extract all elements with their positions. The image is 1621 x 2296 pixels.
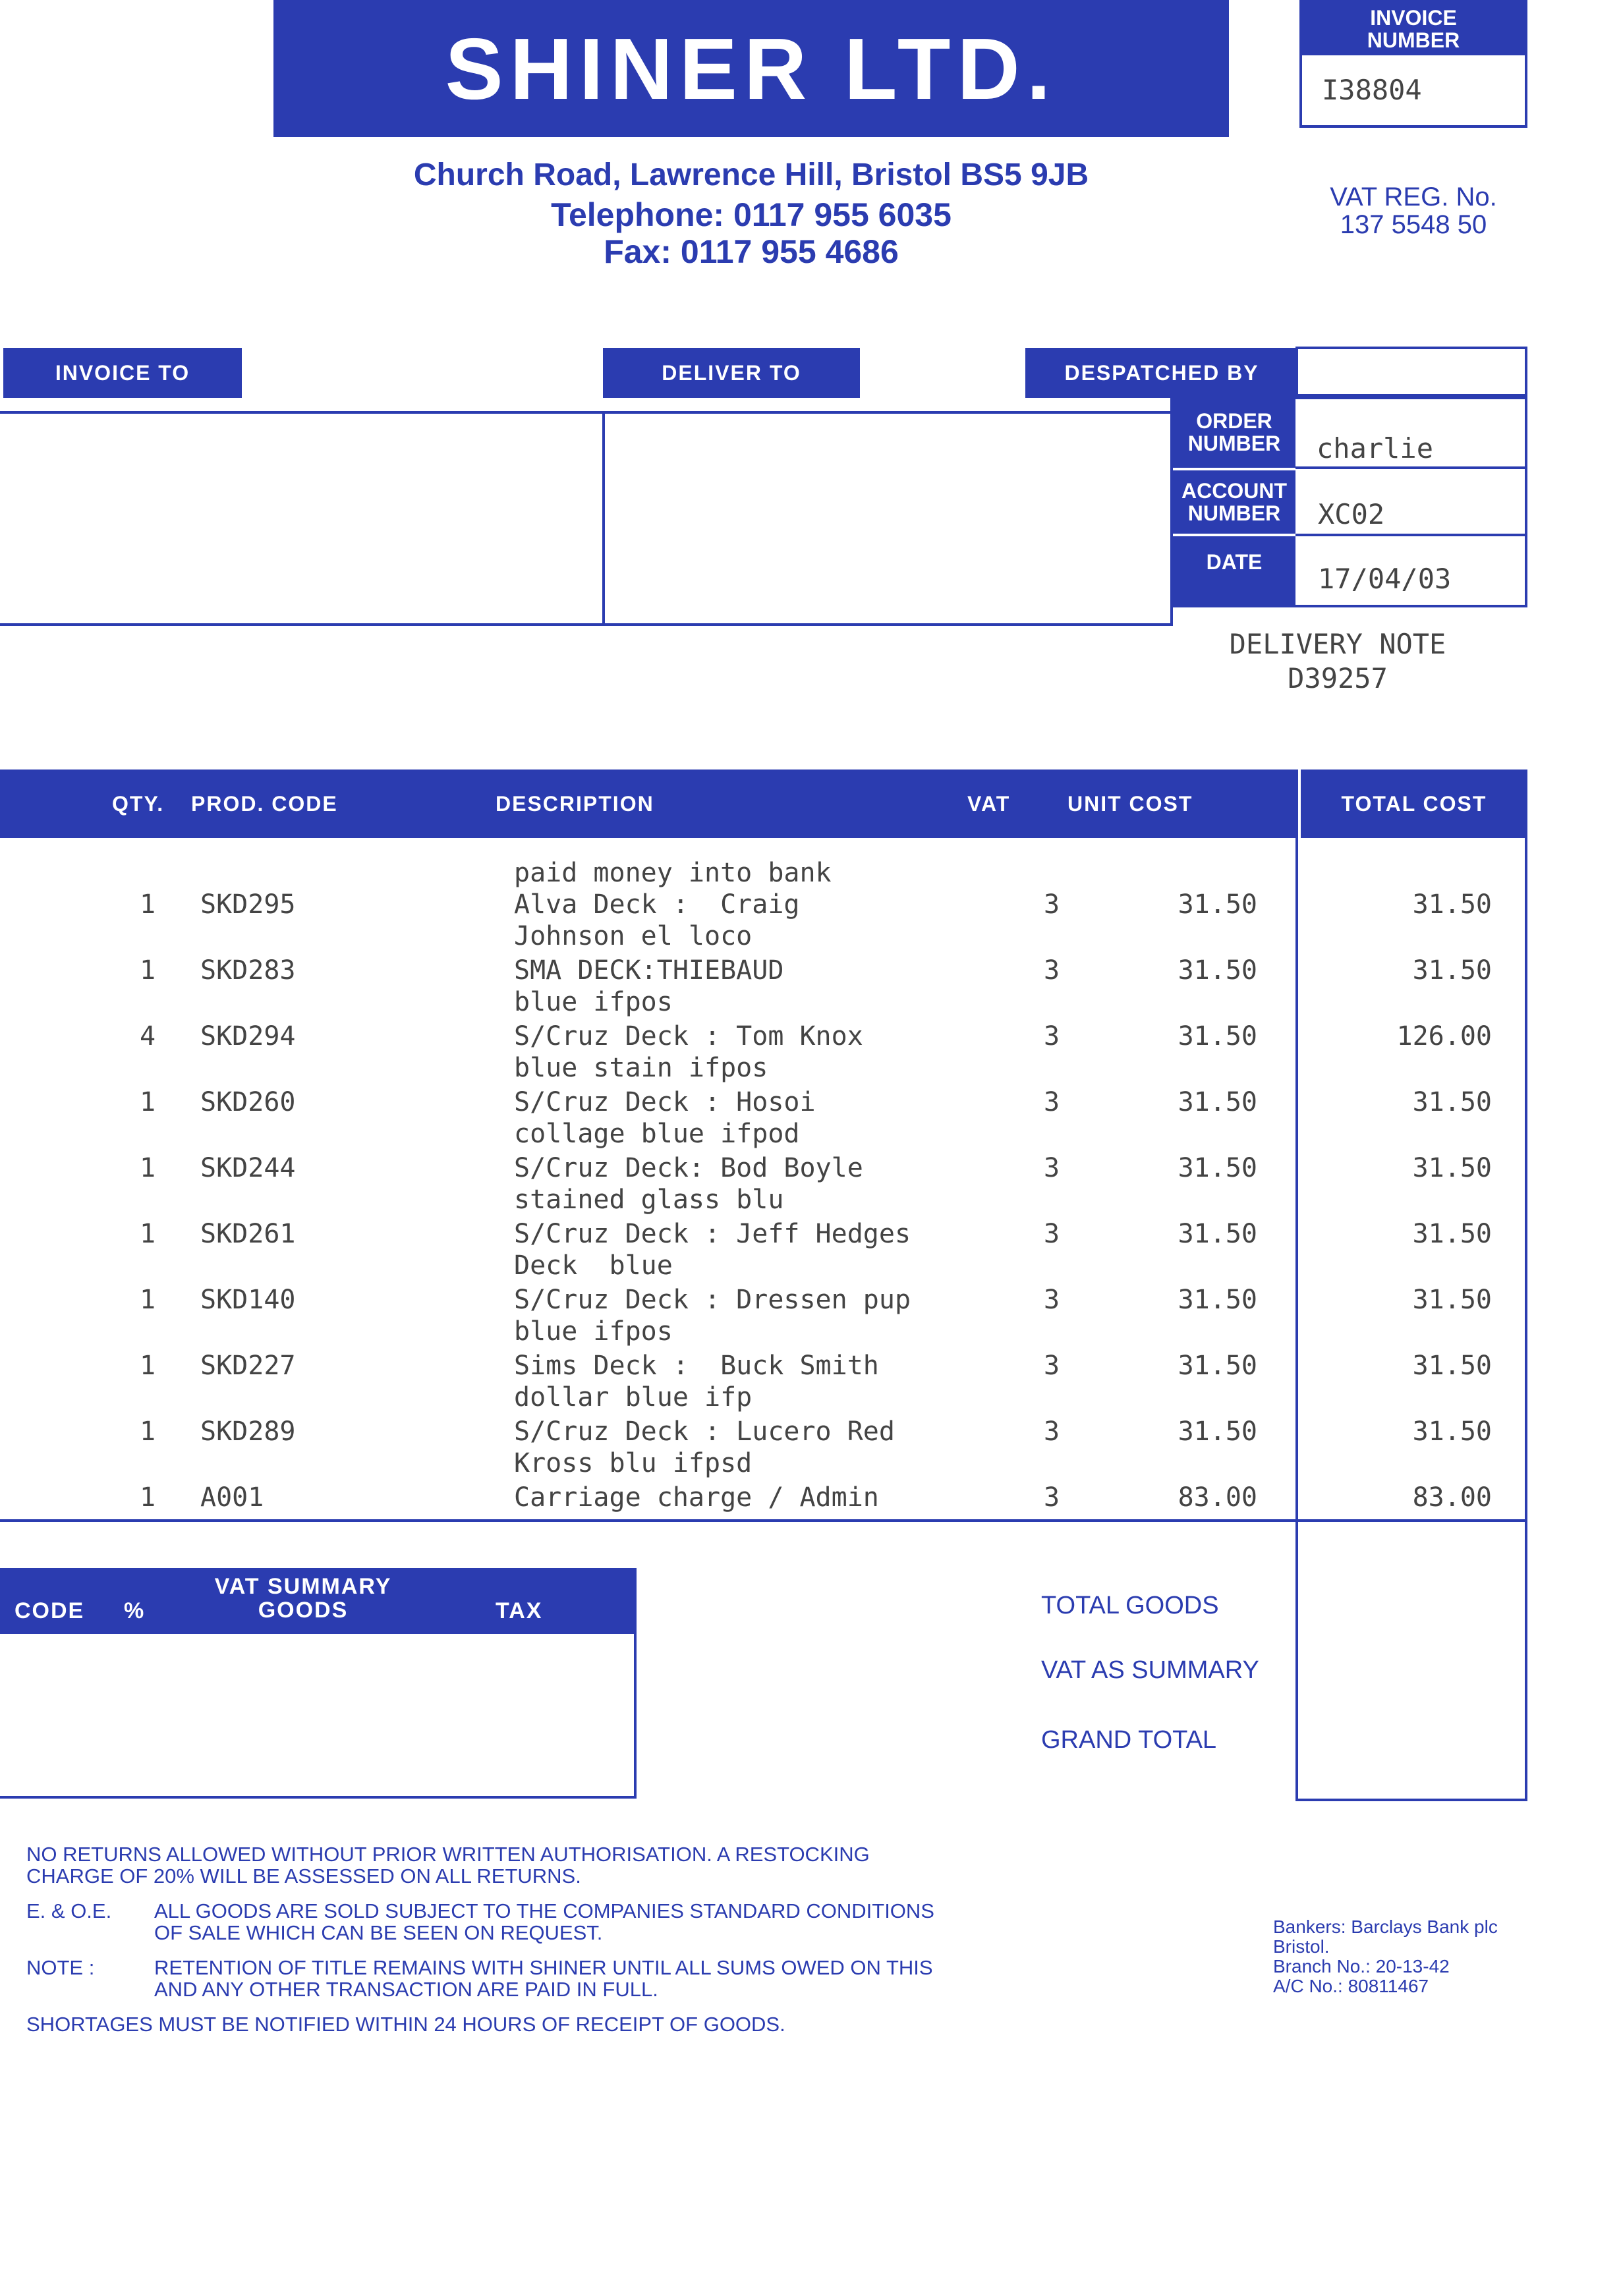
company-address: Church Road, Lawrence Hill, Bristol BS5 9JB xyxy=(413,157,1089,192)
vat-summary-title: VAT SUMMARY GOODS xyxy=(214,1574,392,1623)
table-row xyxy=(0,1153,1621,1219)
vat-summary-right-edge xyxy=(634,1568,637,1799)
item-unit-cost: 31.50 xyxy=(1178,1021,1257,1051)
eoe-terms: ALL GOODS ARE SOLD SUBJECT TO THE COMPANIES STANDARD CONDITIONS OF SALE WHICH CAN BE SEEN ON REQUEST. xyxy=(154,1899,934,1944)
item-prod-code: SKD289 xyxy=(200,1416,296,1447)
account-number-label: ACCOUNT NUMBER xyxy=(1173,470,1295,534)
note-label: NOTE : xyxy=(26,1956,95,1979)
item-vat: 3 xyxy=(1044,1153,1060,1183)
item-qty: 1 xyxy=(140,1482,156,1513)
item-description: S/Cruz Deck: Bod Boyle xyxy=(514,1153,863,1183)
item-prod-code: A001 xyxy=(200,1482,264,1513)
company-address-block xyxy=(273,155,1229,269)
item-prod-code: SKD294 xyxy=(200,1021,296,1051)
item-qty: 1 xyxy=(140,1285,156,1315)
bankers-details: Bankers: Barclays Bank plc Bristol. Branch No.: 20-13-42 A/C No.: 80811467 xyxy=(1273,1917,1498,1996)
vat-summary-header xyxy=(0,1568,637,1634)
item-description-line2: stained glass blu xyxy=(514,1185,784,1215)
deliver-to-header: DELIVER TO xyxy=(603,348,860,398)
date-value: 17/04/03 xyxy=(1318,563,1452,595)
item-total-cost: 31.50 xyxy=(1412,1153,1492,1183)
item-vat: 3 xyxy=(1044,1416,1060,1447)
table-row xyxy=(0,1482,1621,1548)
top-description-note: paid money into bank xyxy=(514,858,832,888)
address-top-line xyxy=(0,411,1173,414)
delivery-note xyxy=(1186,627,1489,696)
item-description: S/Cruz Deck : Tom Knox xyxy=(514,1021,863,1051)
total-cost-column-header: TOTAL COST xyxy=(1301,770,1527,838)
item-prod-code: SKD260 xyxy=(200,1087,296,1117)
item-unit-cost: 83.00 xyxy=(1178,1482,1257,1513)
company-telephone: Telephone: 0117 955 6035 xyxy=(551,196,952,233)
item-vat: 3 xyxy=(1044,1351,1060,1381)
address-divider xyxy=(602,411,605,626)
item-unit-cost: 31.50 xyxy=(1178,1153,1257,1183)
item-description: Carriage charge / Admin xyxy=(514,1482,879,1513)
item-total-cost: 31.50 xyxy=(1412,1351,1492,1381)
item-description: Sims Deck : Buck Smith xyxy=(514,1351,879,1381)
item-prod-code: SKD227 xyxy=(200,1351,296,1381)
invoice-number-value: I38804 xyxy=(1322,74,1422,106)
item-total-cost: 31.50 xyxy=(1412,955,1492,986)
vat-percent-header: % xyxy=(124,1598,146,1623)
date-label: DATE xyxy=(1173,536,1295,605)
item-total-cost: 126.00 xyxy=(1396,1021,1492,1051)
company-name: SHINER LTD. xyxy=(445,20,1058,117)
item-unit-cost: 31.50 xyxy=(1178,1416,1257,1447)
item-description-line2: collage blue ifpod xyxy=(514,1119,800,1149)
item-vat: 3 xyxy=(1044,1021,1060,1051)
invoice-to-header: INVOICE TO xyxy=(3,348,242,398)
item-total-cost: 31.50 xyxy=(1412,889,1492,920)
items-table-header xyxy=(0,770,1295,838)
item-total-cost: 31.50 xyxy=(1412,1416,1492,1447)
item-qty: 1 xyxy=(140,955,156,986)
vat-as-summary-label: VAT AS SUMMARY xyxy=(1041,1656,1259,1684)
item-description-line2: dollar blue ifp xyxy=(514,1382,753,1413)
vat-column-header: VAT xyxy=(967,792,1011,816)
item-description: S/Cruz Deck : Lucero Red xyxy=(514,1416,895,1447)
table-row xyxy=(0,1021,1621,1087)
item-total-cost: 31.50 xyxy=(1412,1285,1492,1315)
item-vat: 3 xyxy=(1044,889,1060,920)
returns-policy: NO RETURNS ALLOWED WITHOUT PRIOR WRITTEN AUTHORISATION. A RESTOCKING CHARGE OF 20% WILL BE ASSESSED ON ALL RETURNS. xyxy=(26,1843,870,1888)
item-description-line2: blue stain ifpos xyxy=(514,1053,768,1083)
total-goods-label: TOTAL GOODS xyxy=(1041,1592,1219,1619)
vat-registration xyxy=(1292,183,1535,238)
company-fax: Fax: 0117 955 4686 xyxy=(604,233,899,270)
item-description: SMA DECK:THIEBAUD xyxy=(514,955,784,986)
table-row xyxy=(0,889,1621,955)
vat-summary-bottom-line xyxy=(0,1796,637,1799)
company-name-banner xyxy=(273,0,1229,137)
item-vat: 3 xyxy=(1044,1219,1060,1249)
item-qty: 4 xyxy=(140,1021,156,1051)
item-vat: 3 xyxy=(1044,1285,1060,1315)
delivery-note-label: DELIVERY NOTE xyxy=(1229,628,1446,660)
vat-code-header: CODE xyxy=(14,1598,85,1623)
item-vat: 3 xyxy=(1044,955,1060,986)
address-bottom-line xyxy=(0,623,1173,626)
table-row xyxy=(0,955,1621,1021)
item-unit-cost: 31.50 xyxy=(1178,1285,1257,1315)
retention-of-title: RETENTION OF TITLE REMAINS WITH SHINER UNTIL ALL SUMS OWED ON THIS AND ANY OTHER TRANSACTION ARE PAID IN FULL. xyxy=(154,1956,933,2001)
table-row xyxy=(0,1219,1621,1285)
item-description: S/Cruz Deck : Dressen pup xyxy=(514,1285,911,1315)
item-prod-code: SKD261 xyxy=(200,1219,296,1249)
account-number-value: XC02 xyxy=(1318,498,1385,530)
order-number-label: ORDER NUMBER xyxy=(1173,397,1295,468)
item-unit-cost: 31.50 xyxy=(1178,889,1257,920)
vat-tax-header: TAX xyxy=(496,1598,543,1623)
item-total-cost: 31.50 xyxy=(1412,1087,1492,1117)
prod-code-column-header: PROD. CODE xyxy=(191,792,338,816)
item-description-line2: Deck blue xyxy=(514,1250,673,1281)
item-total-cost: 83.00 xyxy=(1412,1482,1492,1513)
item-qty: 1 xyxy=(140,1087,156,1117)
item-description-line2: blue ifpos xyxy=(514,1316,673,1347)
unit-cost-column-header: UNIT COST xyxy=(1067,792,1193,816)
description-column-header: DESCRIPTION xyxy=(496,792,654,816)
eoe-label: E. & O.E. xyxy=(26,1899,112,1922)
despatched-by-box xyxy=(1295,347,1527,399)
order-row-divider-1 xyxy=(1295,466,1527,469)
item-prod-code: SKD295 xyxy=(200,889,296,920)
item-description-line2: Kross blu ifpsd xyxy=(514,1448,753,1478)
despatched-by-header: DESPATCHED BY xyxy=(1025,348,1298,398)
item-qty: 1 xyxy=(140,1153,156,1183)
item-description-line2: Johnson el loco xyxy=(514,921,753,951)
invoice-number-box xyxy=(1299,0,1527,128)
item-prod-code: SKD283 xyxy=(200,955,296,986)
order-number-value: charlie xyxy=(1317,432,1434,464)
item-vat: 3 xyxy=(1044,1087,1060,1117)
shortages-notice: SHORTAGES MUST BE NOTIFIED WITHIN 24 HOURS OF RECEIPT OF GOODS. xyxy=(26,2013,785,2036)
table-row xyxy=(0,1416,1621,1482)
table-row xyxy=(0,1087,1621,1153)
table-row xyxy=(0,1285,1621,1351)
item-prod-code: SKD244 xyxy=(200,1153,296,1183)
totals-bottom-line xyxy=(1295,1799,1527,1801)
item-unit-cost: 31.50 xyxy=(1178,1219,1257,1249)
item-qty: 1 xyxy=(140,1219,156,1249)
item-description-line2: blue ifpos xyxy=(514,987,673,1017)
item-description: Alva Deck : Craig xyxy=(514,889,800,920)
item-unit-cost: 31.50 xyxy=(1178,1087,1257,1117)
item-total-cost: 31.50 xyxy=(1412,1219,1492,1249)
invoice-number-label: INVOICE NUMBER xyxy=(1302,3,1525,55)
qty-column-header: QTY. xyxy=(112,792,165,816)
grand-total-label: GRAND TOTAL xyxy=(1041,1726,1217,1754)
table-row xyxy=(0,1351,1621,1416)
item-qty: 1 xyxy=(140,1351,156,1381)
vat-reg-label: VAT REG. No. xyxy=(1330,182,1497,211)
item-description: S/Cruz Deck : Hosoi xyxy=(514,1087,816,1117)
item-qty: 1 xyxy=(140,889,156,920)
item-vat: 3 xyxy=(1044,1482,1060,1513)
item-unit-cost: 31.50 xyxy=(1178,1351,1257,1381)
item-qty: 1 xyxy=(140,1416,156,1447)
item-unit-cost: 31.50 xyxy=(1178,955,1257,986)
order-row-divider-2 xyxy=(1295,534,1527,536)
item-description: S/Cruz Deck : Jeff Hedges xyxy=(514,1219,911,1249)
item-prod-code: SKD140 xyxy=(200,1285,296,1315)
delivery-note-number: D39257 xyxy=(1288,662,1388,694)
vat-reg-number: 137 5548 50 xyxy=(1340,210,1487,239)
